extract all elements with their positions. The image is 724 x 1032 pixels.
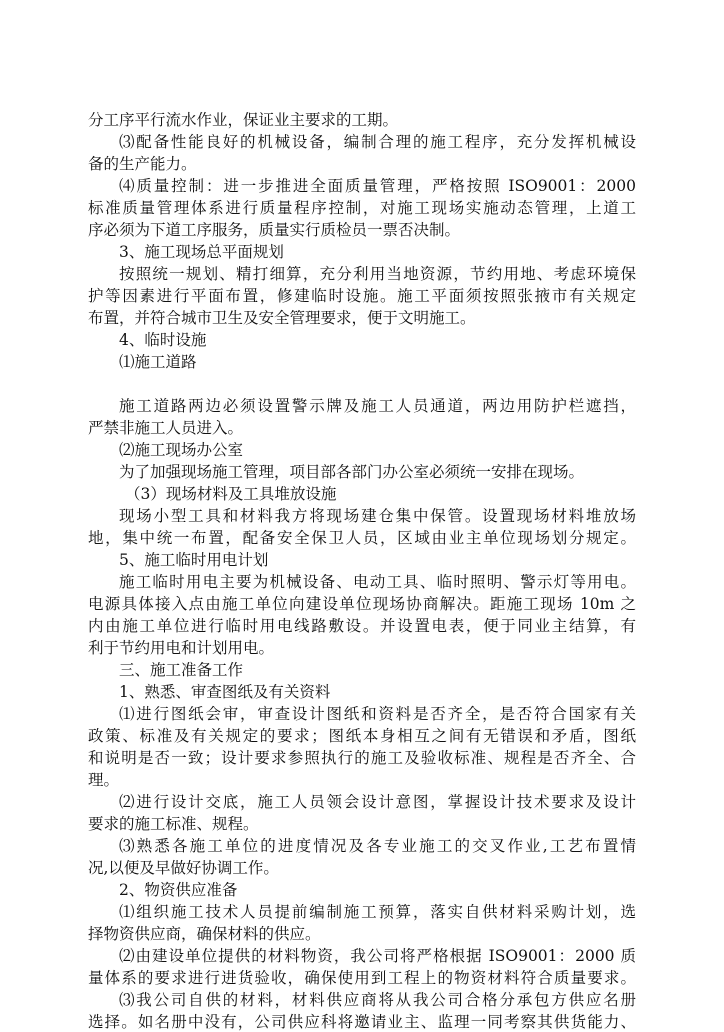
text-line: ⑴进行图纸会审，审查设计图纸和资料是否齐全，是否符合国家有关 [119, 705, 636, 723]
text-line: 量体系的要求进行进货验收，确保使用到工程上的物资材料符合质量要求。 [88, 969, 636, 987]
text-line: 序必须为下道工序服务，质量实行质检员一票否决制。 [88, 221, 461, 239]
text-line: 为了加强现场施工管理，项目部各部门办公室必须统一安排在现场。 [119, 463, 585, 481]
section-heading: 5、施工临时用电计划 [119, 551, 269, 569]
text-line: 政策、标准及有关规定的要求；图纸本身相互之间有无错误和矛盾，图纸 [88, 727, 636, 745]
text-line: 要求的施工标准、规程。 [88, 815, 259, 833]
text-line: ⑶熟悉各施工单位的进度情况及各专业施工的交叉作业,工艺布置情 [119, 837, 636, 855]
text-line: 布置，并符合城市卫生及安全管理要求，便于文明施工。 [88, 309, 476, 327]
text-line: 护等因素进行平面布置，修建临时设施。施工平面须按照张掖市有关规定 [88, 287, 636, 305]
text-line: 严禁非施工人员进入。 [88, 419, 244, 437]
text-line: 地，集中统一布置，配备安全保卫人员，区域由业主单位现场划分规定。 [88, 529, 636, 547]
text-line: 内由施工单位进行临时用电线路敷设。并设置电表，便于同业主结算，有 [88, 617, 636, 635]
text-line: ⑶配备性能良好的机械设备，编制合理的施工程序，充分发挥机械设 [119, 133, 636, 151]
chapter-heading: 三、施工准备工作 [119, 661, 244, 679]
section-heading: 2、物资供应准备 [119, 881, 238, 899]
text-line: ⑵进行设计交底，施工人员领会设计意图，掌握设计技术要求及设计 [119, 793, 636, 811]
text-line: ⑷质量控制：进一步推进全面质量管理，严格按照 ISO9001：2000 [119, 177, 636, 195]
text-line: 选择。如名册中没有，公司供应科将邀请业主、监理一同考察其供货能力、 [88, 1013, 636, 1031]
text-line: 理。 [88, 771, 120, 789]
text-line: ⑵由建设单位提供的材料物资，我公司将严格根据 ISO9001：2000 质 [119, 947, 636, 965]
text-line: 施工道路两边必须设置警示牌及施工人员通道，两边用防护栏遮挡， [119, 397, 636, 415]
text-line: 备的生产能力。 [88, 155, 197, 173]
text-line: 按照统一规划、精打细算，充分利用当地资源，节约用地、考虑环境保 [119, 265, 636, 283]
subsection-heading: ⑵施工现场办公室 [119, 441, 244, 459]
text-line: 择物资供应商，确保材料的供应。 [88, 925, 321, 943]
text-line: 况,以便及早做好协调工作。 [88, 859, 279, 877]
text-line: 标准质量管理体系进行质量程序控制，对施工现场实施动态管理，上道工 [88, 199, 636, 217]
text-line: ⑶我公司自供的材料，材料供应商将从我公司合格分承包方供应名册 [119, 991, 636, 1009]
text-line: 现场小型工具和材料我方将现场建仓集中保管。设置现场材料堆放场 [119, 507, 636, 525]
text-line: 和说明是否一致；设计要求参照执行的施工及验收标准、规程是否齐全、合 [88, 749, 636, 767]
section-heading: 4、临时设施 [119, 331, 207, 349]
text-line: 电源具体接入点由施工单位向建设单位现场协商解决。距施工现场 10m 之 [88, 595, 636, 613]
subsection-heading: （3）现场材料及工具堆放设施 [125, 485, 337, 503]
section-heading: 1、熟悉、审查图纸及有关资料 [119, 683, 331, 701]
text-line: ⑴组织施工技术人员提前编制施工预算，落实自供材料采购计划，选 [119, 903, 636, 921]
subsection-heading: ⑴施工道路 [119, 353, 197, 371]
text-line: 利于节约用电和计划用电。 [88, 639, 275, 657]
section-heading: 3、施工现场总平面规划 [119, 243, 284, 261]
text-line: 施工临时用电主要为机械设备、电动工具、临时照明、警示灯等用电。 [119, 573, 636, 591]
text-line: 分工序平行流水作业，保证业主要求的工期。 [88, 111, 399, 129]
